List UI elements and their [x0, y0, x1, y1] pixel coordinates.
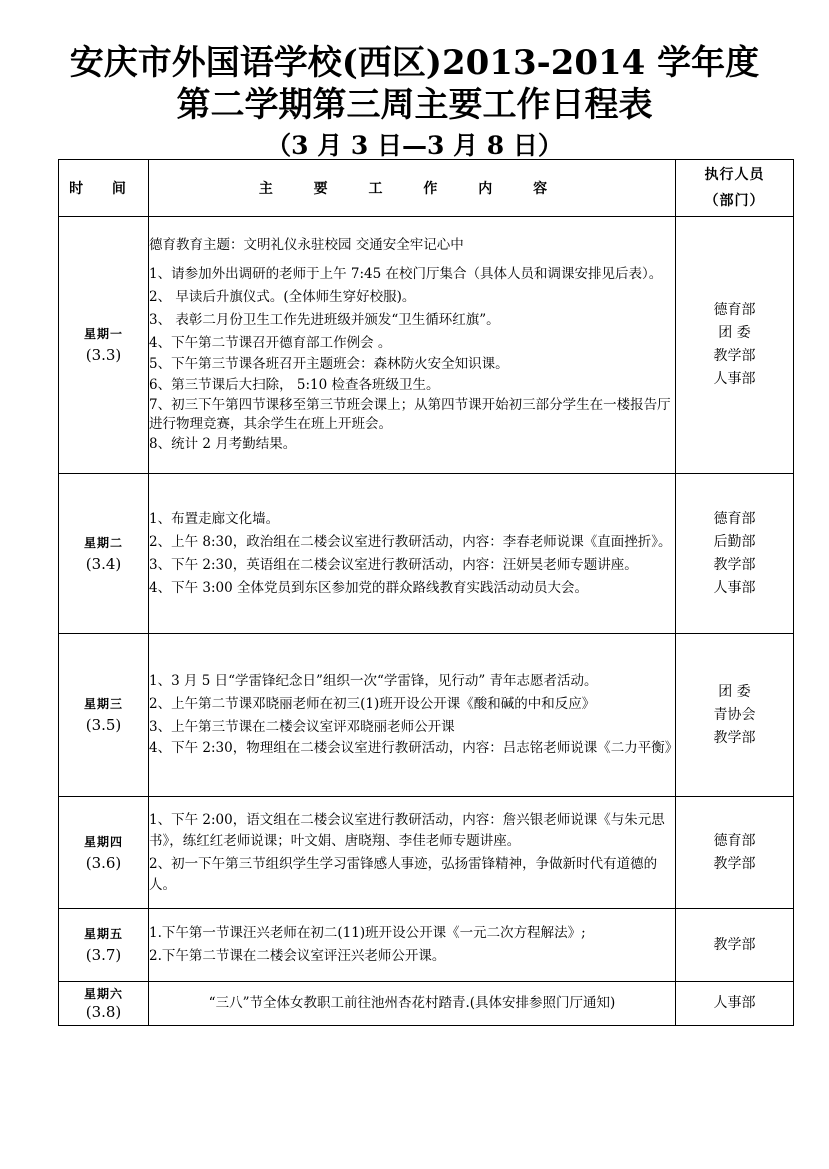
list-item: 4、下午 3:00 全体党员到东区参加党的群众路线教育实践活动动员大会。: [149, 579, 588, 596]
day-cell: [59, 982, 149, 1026]
list-item: “三八”节全体女教职工前往池州杏花村踏青.(具体安排参照门厅通知): [208, 995, 616, 1011]
staff-item: 德育部: [713, 302, 756, 318]
staff-cell: [676, 797, 794, 909]
staff-cell: [676, 474, 794, 634]
staff-cell: [676, 909, 794, 982]
table-row-thursday: [59, 797, 794, 909]
table-row-friday: [59, 909, 794, 982]
list-item: 1、下午 2:00，语文组在二楼会议室进行教研活动，内容：詹兴银老师说课《与朱元思书》，练红红老师说课；叶文娟、唐晓翔、李佳老师专题讲座。: [149, 811, 665, 849]
day-name: 星期六: [83, 986, 123, 1001]
list-item: 2、 早读后升旗仪式。(全体师生穿好校服)。: [149, 289, 416, 305]
day-cell: [59, 217, 149, 474]
day-date: (3.3): [85, 346, 122, 364]
day-name: 星期四: [83, 834, 123, 849]
table-row-saturday: [59, 982, 794, 1026]
staff-item: 教学部: [713, 556, 756, 573]
title-line-2: 第二学期第三周主要工作日程表: [176, 85, 653, 125]
table-row-wednesday: [59, 634, 794, 797]
list-item: 1、3 月 5 日“学雷锋纪念日”组织一次“学雷锋，见行动” 青年志愿者活动。: [149, 673, 598, 689]
list-item: 德育教育主题：文明礼仪永驻校园 交通安全牢记心中: [149, 237, 464, 253]
table-row-monday: [59, 217, 794, 474]
staff-cell: [676, 217, 794, 474]
list-item: 2.下午第二节课在二楼会议室评汪兴老师公开课。: [149, 948, 446, 964]
list-item: 3、上午第三节课在二楼会议室评邓晓丽老师公开课: [149, 719, 455, 735]
day-name: 星期一: [83, 327, 123, 341]
date-range: （3 月 3 日—3 月 8 日）: [266, 131, 563, 160]
staff-item: 教学部: [713, 936, 756, 953]
staff-item: 人事部: [713, 579, 756, 596]
day-name: 星期三: [83, 697, 123, 711]
header-staff-line-1: 执行人员: [704, 167, 765, 183]
staff-item: 青协会: [713, 706, 756, 723]
list-item: 6、第三节课后大扫除， 5:10 检查各班级卫生。: [149, 377, 440, 393]
list-item: 7、初三下午第四节课移至第三节班会课上；从第四节课开始初三部分学生在一楼报告厅进行物理竞赛，其余学生在班上开班会。: [149, 397, 671, 432]
staff-item: 教学部: [713, 348, 756, 364]
list-item: 4、下午 2:30，物理组在二楼会议室进行教研活动，内容：吕志铭老师说课《二力平衡》: [149, 740, 679, 756]
list-item: 2、上午 8:30，政治组在二楼会议室进行教研活动，内容：李春老师说课《直面挫折》。: [149, 533, 672, 550]
title-line-1: 安庆市外国语学校(西区)2013-2014 学年度: [69, 43, 760, 83]
staff-item: 教学部: [713, 855, 756, 872]
day-name: 星期二: [83, 535, 123, 550]
day-cell: [59, 634, 149, 797]
header-main-content: 主 要 工 作 内 容: [149, 160, 676, 217]
list-item: 2、上午第二节课邓晓丽老师在初三(1)班开设公开课《酸和碱的中和反应》: [149, 696, 596, 712]
list-item: 8、统计 2 月考勤结果。: [149, 436, 297, 452]
day-cell: [59, 797, 149, 909]
document-title: [0, 42, 829, 162]
staff-item: 人事部: [713, 995, 756, 1011]
staff-cell: [676, 982, 794, 1026]
content-cell: [149, 474, 676, 634]
staff-item: 后勤部: [713, 533, 756, 550]
list-item: 1、布置走廊文化墙。: [149, 510, 280, 527]
content-cell: [149, 909, 676, 982]
day-name: 星期五: [83, 927, 123, 941]
content-cell: [149, 982, 676, 1026]
header-staff-line-2: （部门）: [704, 193, 765, 209]
staff-item: 教学部: [713, 729, 756, 746]
staff-item: 人事部: [713, 371, 756, 387]
header-staff: [676, 160, 794, 217]
content-cell: [149, 797, 676, 909]
content-cell: [149, 217, 676, 474]
day-cell: [59, 474, 149, 634]
list-item: 4、下午第二节课召开德育部工作例会 。: [149, 335, 392, 351]
list-item: 1、请参加外出调研的老师于上午 7:45 在校门厅集合（具体人员和调课安排见后表）。: [149, 266, 663, 282]
schedule-table: [58, 159, 794, 1026]
header-time: 时 间: [59, 160, 149, 217]
day-cell: [59, 909, 149, 982]
header-row: [59, 160, 794, 217]
day-date: (3.5): [85, 716, 122, 734]
staff-item: 团 委: [718, 683, 751, 700]
content-cell: [149, 634, 679, 797]
day-date: (3.6): [85, 853, 122, 872]
list-item: 3、下午 2:30，英语组在二楼会议室进行教研活动，内容：汪妍昊老师专题讲座。: [149, 556, 638, 573]
list-item: 2、初一下午第三节组织学生学习雷锋感人事迹，弘扬雷锋精神，争做新时代有道德的人。: [149, 855, 658, 893]
staff-item: 德育部: [713, 510, 756, 527]
list-item: 3、 表彰二月份卫生工作先进班级并颁发“卫生循环红旗”。: [149, 312, 500, 328]
day-date: (3.4): [85, 554, 122, 573]
list-item: 1.下午第一节课汪兴老师在初二(11)班开设公开课《一元二次方程解法》;: [149, 925, 586, 941]
list-item: 5、下午第三节课各班召开主题班会：森林防火安全知识课。: [149, 356, 509, 372]
staff-item: 团 委: [718, 325, 751, 341]
day-date: (3.7): [85, 946, 122, 964]
day-date: (3.8): [85, 1002, 122, 1021]
table-row-tuesday: [59, 474, 794, 634]
staff-item: 德育部: [713, 832, 756, 849]
staff-cell: [676, 634, 794, 797]
